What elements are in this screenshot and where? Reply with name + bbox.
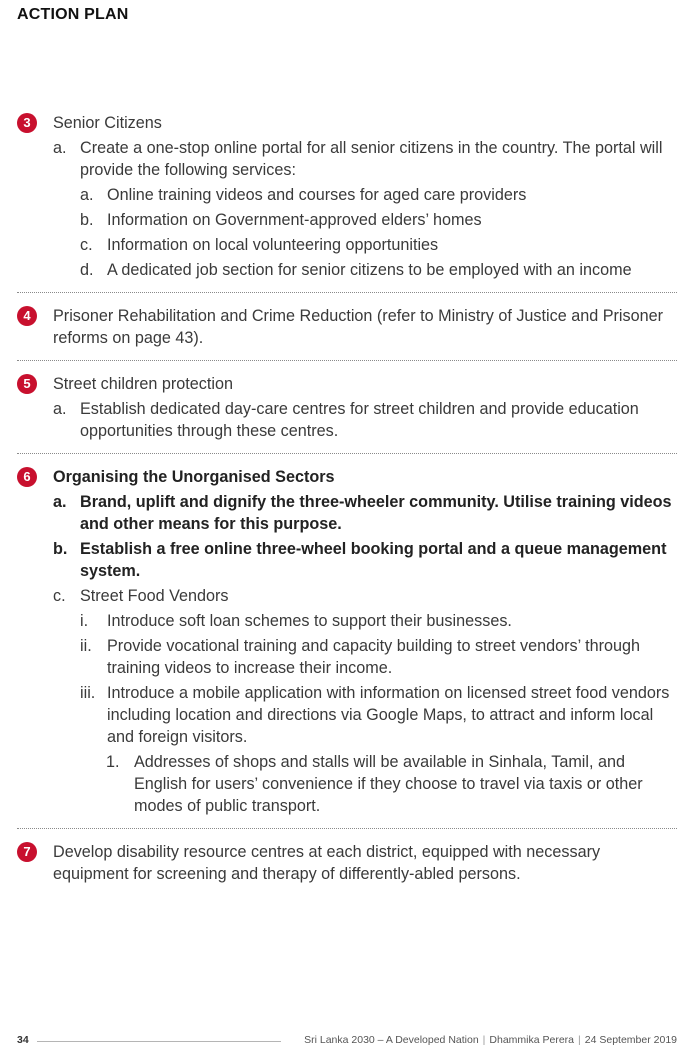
list-item-label: 1. (106, 753, 120, 771)
page-number: 34 (17, 1034, 29, 1046)
footer-author: Dhammika Perera (489, 1034, 575, 1046)
list-item-label: i. (80, 612, 89, 630)
list-item-text: Introduce soft loan schemes to support their businesses. (107, 612, 512, 630)
list-item-text: Provide vocational training and capacity building to street vendors’ through training videos to increase their income. (107, 637, 641, 677)
sub-list-item (80, 610, 677, 632)
list-item-label: iii. (80, 684, 96, 702)
list-item (53, 585, 677, 817)
list-item-label: a. (53, 493, 67, 511)
section-street-children (17, 373, 677, 442)
section-senior-citizens (17, 112, 677, 281)
list-item-label: c. (53, 587, 66, 605)
list-item-text: Introduce a mobile application with information on licensed street food vendors including location and directions via Google Maps, to attract and inform local and foreign visitors. (107, 684, 670, 746)
section-title: Prisoner Rehabilitation and Crime Reduction (refer to Ministry of Justice and Prisoner reforms on page 43). (53, 307, 663, 347)
footer-separator: | (578, 1034, 581, 1046)
section-title: Senior Citizens (53, 114, 162, 132)
list-item (53, 398, 677, 442)
footer-separator: | (482, 1034, 486, 1046)
list-item-text: Information on Government-approved elders’ homes (107, 211, 482, 229)
section-title: Develop disability resource centres at each district, equipped with necessary equipment for screening and therapy of differently-abled persons. (53, 843, 601, 883)
section-divider (17, 453, 677, 454)
list-item-text: Information on local volunteering opportunities (107, 236, 439, 254)
list-item-label: a. (53, 400, 67, 418)
section-divider (17, 828, 677, 829)
list-item-text: Create a one-stop online portal for all senior citizens in the country. The portal will provide the following services: (80, 139, 663, 179)
footer-publication: Sri Lanka 2030 – A Developed Nation (304, 1034, 479, 1046)
list-item-text: Brand, uplift and dignify the three-wheeler community. Utilise training videos and other means for this purpose. (80, 493, 672, 533)
list-item-label: d. (80, 261, 94, 279)
list-item-label: a. (80, 186, 94, 204)
section-title: Street children protection (53, 375, 233, 393)
sub-list-item (80, 234, 677, 256)
section-divider (17, 360, 677, 361)
action-plan-content (17, 112, 677, 885)
section-divider (17, 292, 677, 293)
page-header-title: ACTION PLAN (17, 6, 129, 23)
list-item (53, 538, 677, 582)
section-unorganised-sectors (17, 466, 677, 817)
section-prisoner-rehabilitation (17, 305, 677, 349)
list-item-label: b. (53, 540, 68, 558)
sub-list-item (80, 635, 677, 679)
section-number-badge: 3 (17, 113, 37, 133)
sub-list-item (80, 682, 677, 817)
section-number-badge: 7 (17, 842, 37, 862)
footer-date: 24 September 2019 (584, 1034, 677, 1046)
section-disability-resource-centres (17, 841, 677, 885)
section-title: Organising the Unorganised Sectors (53, 468, 335, 486)
list-item (53, 491, 677, 535)
list-item-text: Online training videos and courses for aged care providers (107, 186, 527, 204)
sub-list-item (80, 184, 677, 206)
list-item-text: Street Food Vendors (80, 587, 229, 605)
list-item-label: a. (53, 139, 67, 157)
list-item-label: b. (80, 211, 94, 229)
page-footer (17, 1034, 677, 1048)
list-item-text: A dedicated job section for senior citizens to be employed with an income (107, 261, 632, 279)
sub-sub-list-item (107, 751, 677, 817)
sub-list-item (80, 209, 677, 231)
list-item-text: Addresses of shops and stalls will be available in Sinhala, Tamil, and English for users’ convenience if they choose to travel via taxis or other modes of public transport. (134, 753, 643, 815)
list-item (53, 137, 677, 281)
section-number-badge: 5 (17, 374, 37, 394)
footer-source (304, 1034, 677, 1046)
sub-list-item (80, 259, 677, 281)
list-item-label: ii. (80, 637, 92, 655)
section-number-badge: 6 (17, 467, 37, 487)
footer-rule (37, 1041, 281, 1042)
list-item-label: c. (80, 236, 93, 254)
list-item-text: Establish a free online three-wheel booking portal and a queue management system. (80, 540, 667, 580)
section-number-badge: 4 (17, 306, 37, 326)
list-item-text: Establish dedicated day-care centres for street children and provide education opportunities through these centres. (80, 400, 639, 440)
